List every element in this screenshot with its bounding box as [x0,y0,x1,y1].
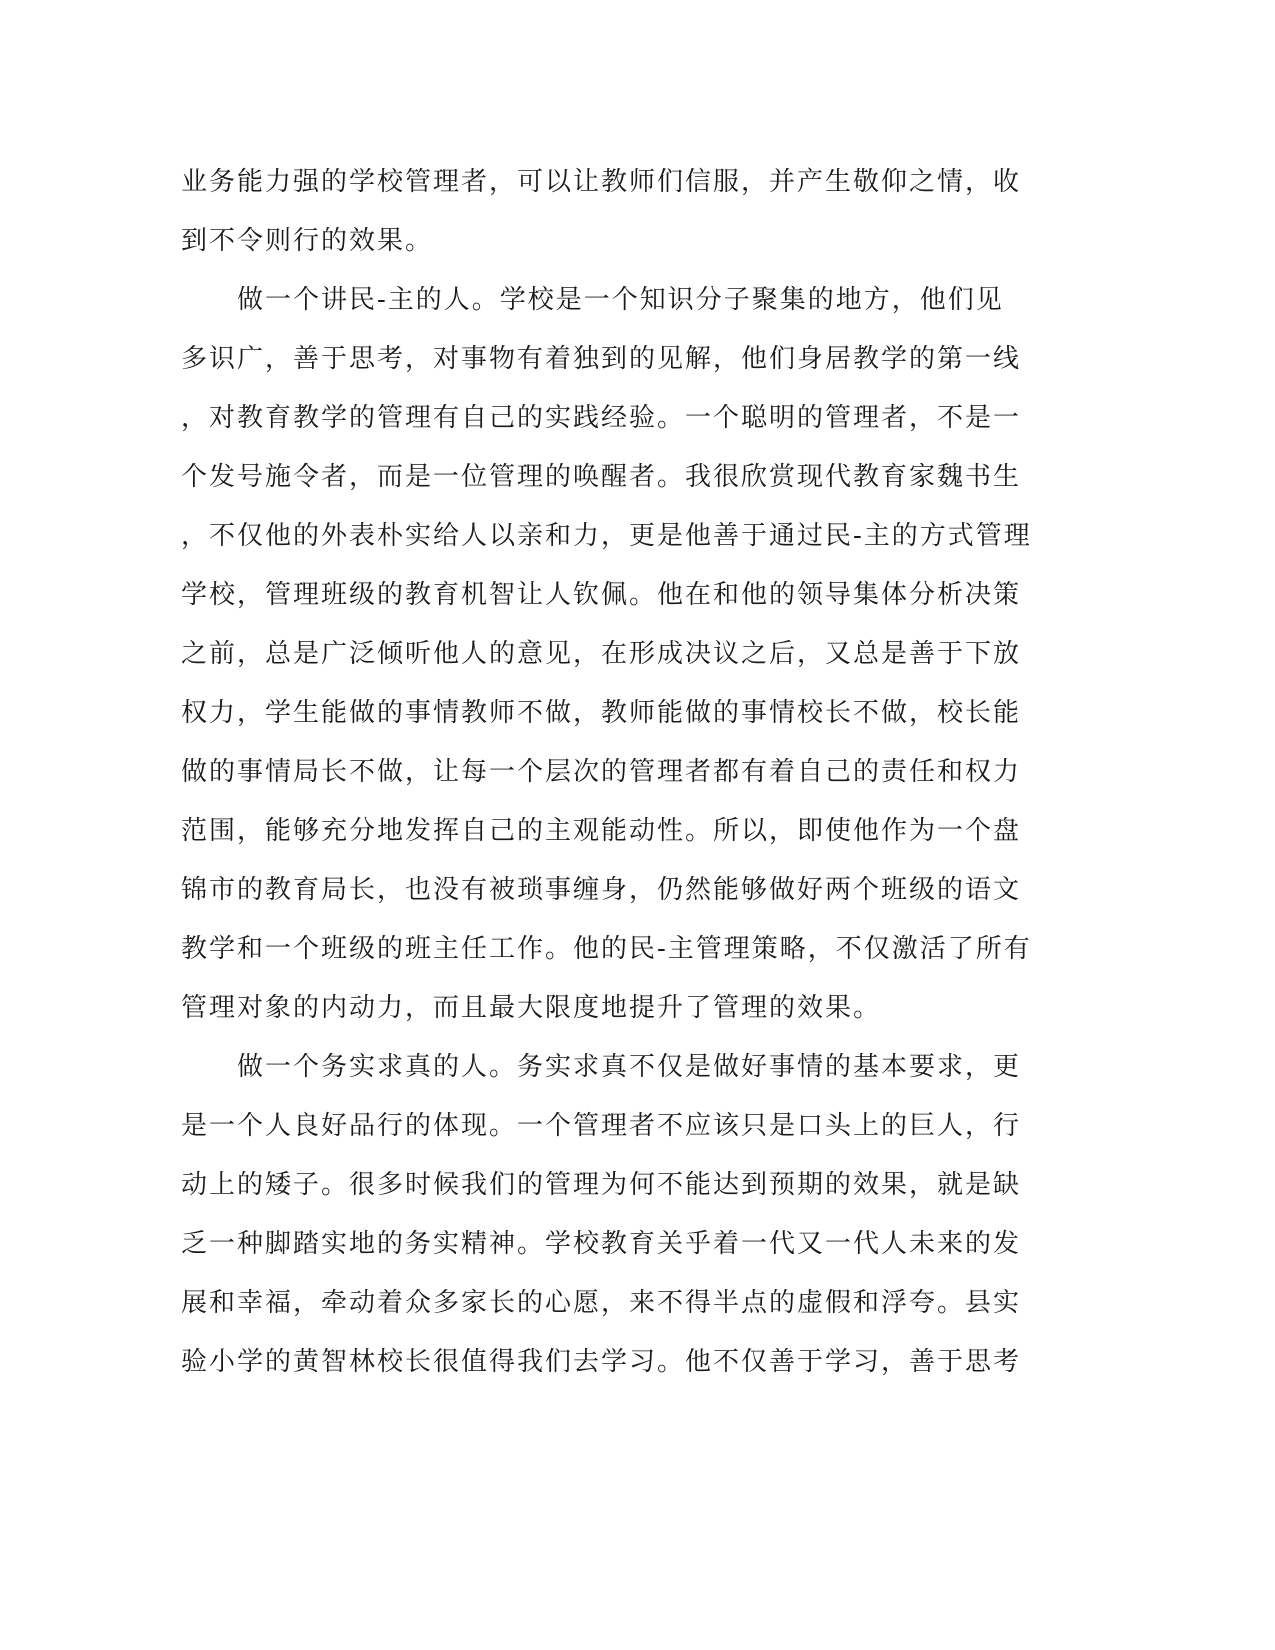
text-line: 之前，总是广泛倾听他人的意见，在形成决议之后，又总是善于下放 [181,639,1022,669]
body-text [181,162,1031,1401]
text-line: 管理对象的内动力，而且最大限度地提升了管理的效果。 [181,993,882,1023]
text-line: ，对教育教学的管理有自己的实践经验。一个聪明的管理者，不是一 [181,403,1022,433]
text-line: 展和幸福，牵动着众多家长的心愿，来不得半点的虚假和浮夸。县实 [181,1288,1022,1318]
text-line: 个发号施令者，而是一位管理的唤醒者。我很欣赏现代教育家魏书生 [181,462,1022,492]
text-line: 验小学的黄智林校长很值得我们去学习。他不仅善于学习，善于思考 [181,1347,1022,1377]
text-line: 乏一种脚踏实地的务实精神。学校教育关乎着一代又一代人未来的发 [181,1229,1022,1259]
text-line: 范围，能够充分地发挥自己的主观能动性。所以，即使他作为一个盘 [181,816,1022,846]
paragraph-start-line: 做一个务实求真的人。务实求真不仅是做好事情的基本要求，更 [181,1052,1022,1082]
text-line: 学校，管理班级的教育机智让人钦佩。他在和他的领导集体分析决策 [181,580,1022,610]
text-line: 教学和一个班级的班主任工作。他的民-主管理策略，不仅激活了所有 [181,934,1032,964]
text-line: 锦市的教育局长，也没有被琐事缠身，仍然能够做好两个班级的语文 [181,875,1022,905]
text-line: ，不仅他的外表朴实给人以亲和力，更是他善于通过民-主的方式管理 [181,521,1032,551]
text-line: 权力，学生能做的事情教师不做，教师能做的事情校长不做，校长能 [181,698,1022,728]
text-line: 是一个人良好品行的体现。一个管理者不应该只是口头上的巨人，行 [181,1111,1022,1141]
text-line: 做的事情局长不做，让每一个层次的管理者都有着自己的责任和权力 [181,757,1022,787]
text-line: 多识广，善于思考，对事物有着独到的见解，他们身居教学的第一线 [181,344,1022,374]
text-line: 动上的矮子。很多时候我们的管理为何不能达到预期的效果，就是缺 [181,1170,1022,1200]
text-line: 到不令则行的效果。 [181,226,434,256]
paragraph-start-line: 做一个讲民-主的人。学校是一个知识分子聚集的地方，他们见 [181,285,1004,315]
text-line: 业务能力强的学校管理者，可以让教师们信服，并产生敬仰之情，收 [181,167,1022,197]
